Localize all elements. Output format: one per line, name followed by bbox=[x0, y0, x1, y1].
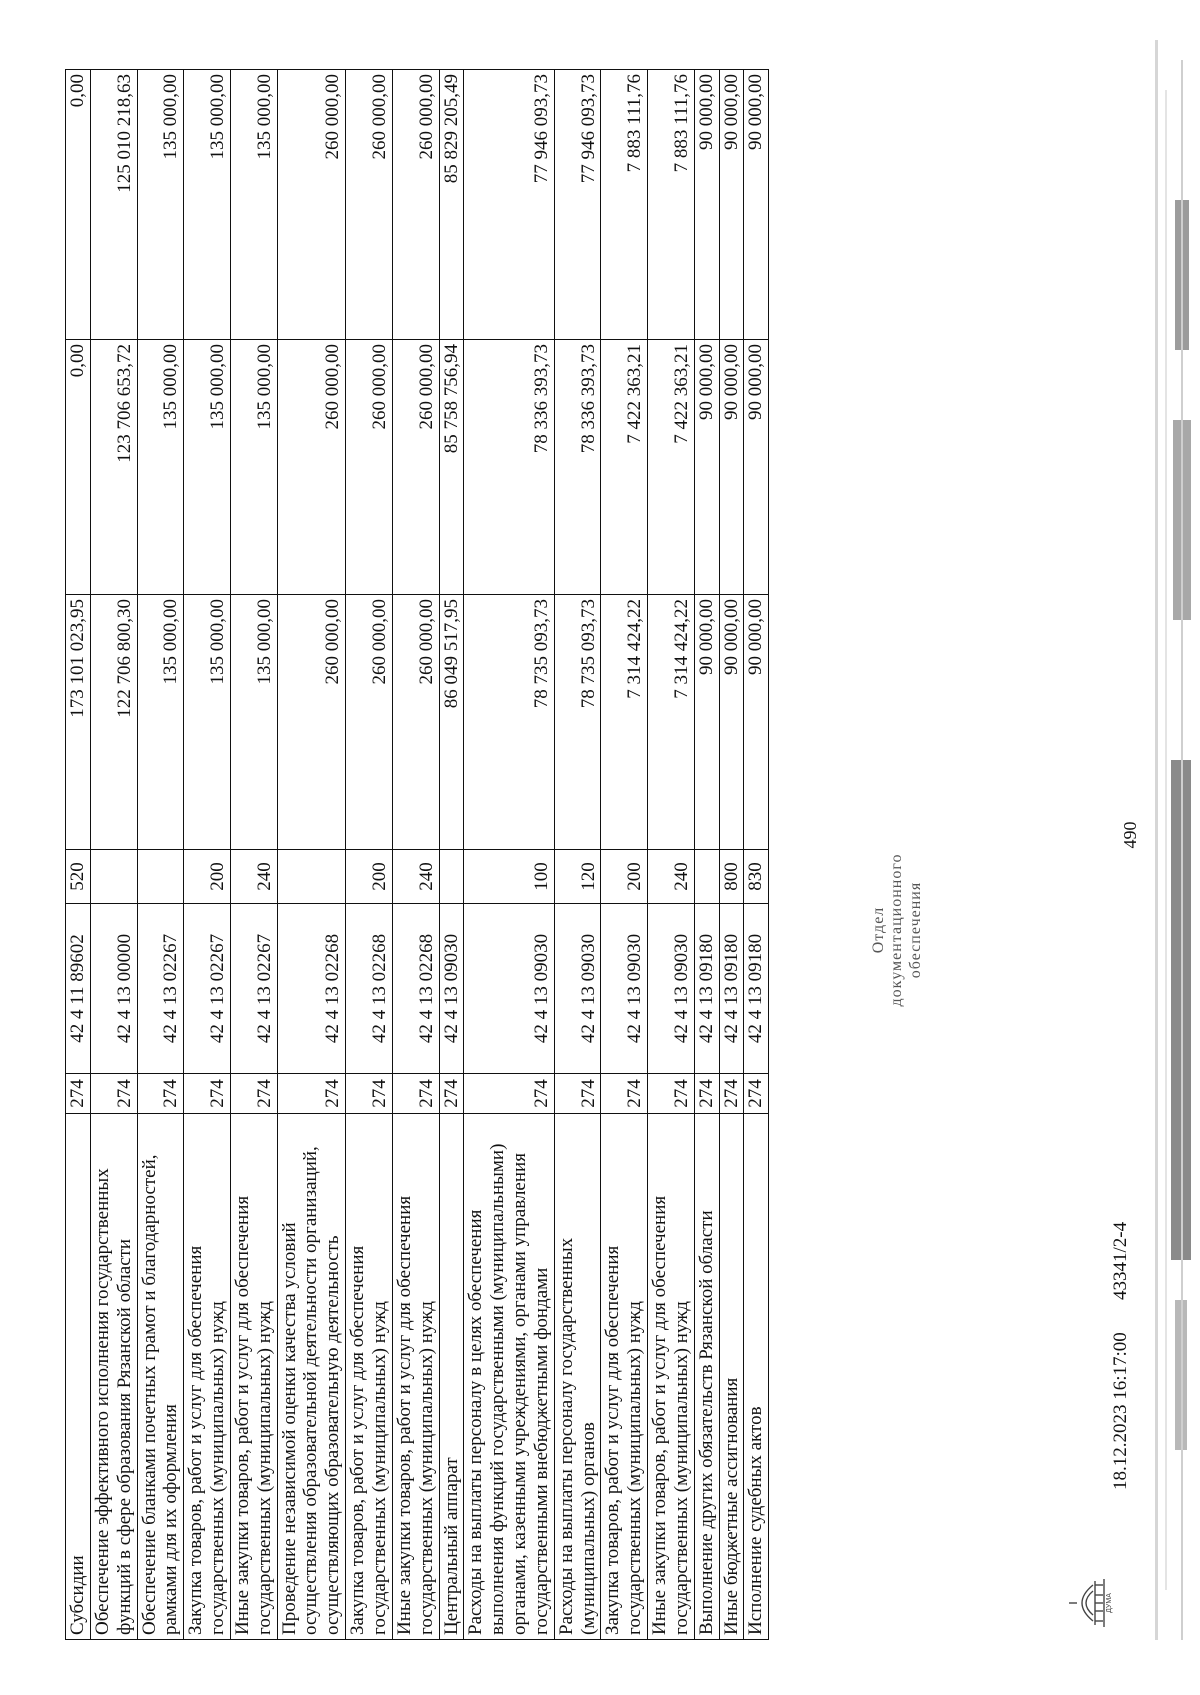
amount-year-3: 90 000,00 bbox=[719, 70, 744, 340]
amount-year-1: 135 000,00 bbox=[137, 595, 184, 850]
ministry-code: 274 bbox=[184, 1074, 231, 1114]
expense-type bbox=[694, 850, 719, 904]
target-article: 42 4 13 00000 bbox=[90, 904, 137, 1074]
ministry-code: 274 bbox=[554, 1074, 601, 1114]
amount-year-2: 90 000,00 bbox=[694, 340, 719, 595]
target-article: 42 4 13 02267 bbox=[184, 904, 231, 1074]
row-name: Закупка товаров, работ и услуг для обеспечения государственных (муниципальных) нужд bbox=[601, 1114, 648, 1640]
target-article: 42 4 13 09030 bbox=[648, 904, 695, 1074]
svg-text:ДУМА: ДУМА bbox=[1106, 1593, 1113, 1613]
row-name: Иные закупки товаров, работ и услуг для обеспечения государственных (муниципальных) нужд bbox=[392, 1114, 439, 1640]
amount-year-3: 7 883 111,76 bbox=[601, 70, 648, 340]
footer-date: 18.12.2023 16:17:00 bbox=[1110, 1332, 1131, 1490]
table-row bbox=[137, 70, 184, 1640]
page-number: 490 bbox=[1120, 821, 1140, 849]
expense-type bbox=[137, 850, 184, 904]
table-row bbox=[230, 70, 277, 1640]
row-name: Иные закупки товаров, работ и услуг для обеспечения государственных (муниципальных) нужд bbox=[230, 1114, 277, 1640]
expense-type bbox=[277, 850, 346, 904]
department-stamp bbox=[870, 845, 925, 1015]
row-name: Расходы на выплаты персоналу в целях обеспечения выполнения функций государственными (муниципальными) органами, казенными учреждениями, органами управления государственными внебюджетными фондами bbox=[464, 1114, 554, 1640]
table-row bbox=[554, 70, 601, 1640]
expense-type: 200 bbox=[184, 850, 231, 904]
ministry-code: 274 bbox=[744, 1074, 769, 1114]
row-name: Расходы на выплаты персоналу государственных (муниципальных) органов bbox=[554, 1114, 601, 1640]
table-row bbox=[184, 70, 231, 1640]
expense-type: 240 bbox=[392, 850, 439, 904]
target-article: 42 4 13 02268 bbox=[277, 904, 346, 1074]
amount-year-2: 90 000,00 bbox=[719, 340, 744, 595]
amount-year-3: 85 829 205,49 bbox=[439, 70, 464, 340]
amount-year-1: 173 101 023,95 bbox=[66, 595, 91, 850]
amount-year-2: 85 758 756,94 bbox=[439, 340, 464, 595]
ministry-code: 274 bbox=[346, 1074, 393, 1114]
ministry-code: 274 bbox=[719, 1074, 744, 1114]
amount-year-3: 260 000,00 bbox=[277, 70, 346, 340]
target-article: 42 4 13 02267 bbox=[137, 904, 184, 1074]
amount-year-1: 260 000,00 bbox=[392, 595, 439, 850]
amount-year-2: 90 000,00 bbox=[744, 340, 769, 595]
expense-type: 120 bbox=[554, 850, 601, 904]
budget-table bbox=[65, 69, 769, 1640]
row-name: Закупка товаров, работ и услуг для обеспечения государственных (муниципальных) нужд bbox=[346, 1114, 393, 1640]
table-row bbox=[601, 70, 648, 1640]
amount-year-3: 0,00 bbox=[66, 70, 91, 340]
row-name: Проведение независимой оценки качества условий осуществления образовательной деятельности организаций, осуществляющих образовательную деятельность bbox=[277, 1114, 346, 1640]
expense-type: 240 bbox=[230, 850, 277, 904]
target-article: 42 4 13 02268 bbox=[392, 904, 439, 1074]
ministry-code: 274 bbox=[137, 1074, 184, 1114]
amount-year-3: 125 010 218,63 bbox=[90, 70, 137, 340]
row-name: Центральный аппарат bbox=[439, 1114, 464, 1640]
row-name: Иные бюджетные ассигнования bbox=[719, 1114, 744, 1640]
amount-year-2: 260 000,00 bbox=[346, 340, 393, 595]
ministry-code: 274 bbox=[601, 1074, 648, 1114]
row-name: Выполнение других обязательств Рязанской области bbox=[694, 1114, 719, 1640]
footer-doc-number: 43341/2-4 bbox=[1110, 1221, 1131, 1300]
expense-type: 240 bbox=[648, 850, 695, 904]
expense-type: 100 bbox=[464, 850, 554, 904]
amount-year-1: 135 000,00 bbox=[230, 595, 277, 850]
amount-year-2: 260 000,00 bbox=[392, 340, 439, 595]
stamp-line-2: обеспечения bbox=[906, 881, 924, 979]
row-name: Обеспечение бланками почетных грамот и благодарностей, рамками для их оформления bbox=[137, 1114, 184, 1640]
amount-year-3: 77 946 093,73 bbox=[554, 70, 601, 340]
row-name: Исполнение судебных актов bbox=[744, 1114, 769, 1640]
table-row bbox=[66, 70, 91, 1640]
ministry-code: 274 bbox=[90, 1074, 137, 1114]
amount-year-2: 78 336 393,73 bbox=[464, 340, 554, 595]
amount-year-3: 260 000,00 bbox=[346, 70, 393, 340]
stamp-line-1: Отдел документационного bbox=[870, 853, 906, 1007]
row-name: Иные закупки товаров, работ и услуг для обеспечения государственных (муниципальных) нужд bbox=[648, 1114, 695, 1640]
amount-year-1: 7 314 424,22 bbox=[648, 595, 695, 850]
table-row bbox=[90, 70, 137, 1640]
row-name: Закупка товаров, работ и услуг для обеспечения государственных (муниципальных) нужд bbox=[184, 1114, 231, 1640]
expense-type bbox=[439, 850, 464, 904]
target-article: 42 4 13 09180 bbox=[719, 904, 744, 1074]
table-row bbox=[277, 70, 346, 1640]
amount-year-2: 135 000,00 bbox=[230, 340, 277, 595]
amount-year-3: 90 000,00 bbox=[694, 70, 719, 340]
amount-year-1: 90 000,00 bbox=[719, 595, 744, 850]
amount-year-1: 260 000,00 bbox=[346, 595, 393, 850]
expense-type: 200 bbox=[601, 850, 648, 904]
target-article: 42 4 13 02267 bbox=[230, 904, 277, 1074]
amount-year-2: 135 000,00 bbox=[137, 340, 184, 595]
amount-year-2: 123 706 653,72 bbox=[90, 340, 137, 595]
table-row bbox=[392, 70, 439, 1640]
amount-year-3: 90 000,00 bbox=[744, 70, 769, 340]
table-row bbox=[744, 70, 769, 1640]
target-article: 42 4 13 09030 bbox=[439, 904, 464, 1074]
amount-year-2: 7 422 363,21 bbox=[601, 340, 648, 595]
ministry-code: 274 bbox=[648, 1074, 695, 1114]
row-name: Обеспечение эффективного исполнения государственных функций в сфере образования Рязанской области bbox=[90, 1114, 137, 1640]
ministry-code: 274 bbox=[439, 1074, 464, 1114]
table-row bbox=[464, 70, 554, 1640]
amount-year-1: 86 049 517,95 bbox=[439, 595, 464, 850]
expense-type: 520 bbox=[66, 850, 91, 904]
ministry-code: 274 bbox=[392, 1074, 439, 1114]
expense-type: 200 bbox=[346, 850, 393, 904]
target-article: 42 4 13 09180 bbox=[694, 904, 719, 1074]
target-article: 42 4 13 02268 bbox=[346, 904, 393, 1074]
table-row bbox=[694, 70, 719, 1640]
amount-year-3: 7 883 111,76 bbox=[648, 70, 695, 340]
ministry-code: 274 bbox=[66, 1074, 91, 1114]
amount-year-3: 77 946 093,73 bbox=[464, 70, 554, 340]
table-row bbox=[439, 70, 464, 1640]
duma-emblem-icon bbox=[1065, 1571, 1111, 1635]
table-row bbox=[719, 70, 744, 1640]
amount-year-3: 260 000,00 bbox=[392, 70, 439, 340]
amount-year-1: 260 000,00 bbox=[277, 595, 346, 850]
target-article: 42 4 11 89602 bbox=[66, 904, 91, 1074]
amount-year-3: 135 000,00 bbox=[184, 70, 231, 340]
expense-type bbox=[90, 850, 137, 904]
ministry-code: 274 bbox=[464, 1074, 554, 1114]
amount-year-2: 135 000,00 bbox=[184, 340, 231, 595]
amount-year-3: 135 000,00 bbox=[230, 70, 277, 340]
target-article: 42 4 13 09030 bbox=[464, 904, 554, 1074]
target-article: 42 4 13 09180 bbox=[744, 904, 769, 1074]
amount-year-2: 260 000,00 bbox=[277, 340, 346, 595]
ministry-code: 274 bbox=[230, 1074, 277, 1114]
expense-type: 800 bbox=[719, 850, 744, 904]
amount-year-1: 7 314 424,22 bbox=[601, 595, 648, 850]
amount-year-2: 7 422 363,21 bbox=[648, 340, 695, 595]
amount-year-1: 135 000,00 bbox=[184, 595, 231, 850]
ministry-code: 274 bbox=[694, 1074, 719, 1114]
table-body bbox=[66, 70, 769, 1640]
row-name: Субсидии bbox=[66, 1114, 91, 1640]
amount-year-2: 0,00 bbox=[66, 340, 91, 595]
amount-year-1: 78 735 093,73 bbox=[554, 595, 601, 850]
amount-year-1: 78 735 093,73 bbox=[464, 595, 554, 850]
target-article: 42 4 13 09030 bbox=[601, 904, 648, 1074]
amount-year-1: 90 000,00 bbox=[744, 595, 769, 850]
table-row bbox=[346, 70, 393, 1640]
target-article: 42 4 13 09030 bbox=[554, 904, 601, 1074]
amount-year-1: 122 706 800,30 bbox=[90, 595, 137, 850]
expense-type: 830 bbox=[744, 850, 769, 904]
amount-year-2: 78 336 393,73 bbox=[554, 340, 601, 595]
amount-year-3: 135 000,00 bbox=[137, 70, 184, 340]
table-row bbox=[648, 70, 695, 1640]
ministry-code: 274 bbox=[277, 1074, 346, 1114]
amount-year-1: 90 000,00 bbox=[694, 595, 719, 850]
